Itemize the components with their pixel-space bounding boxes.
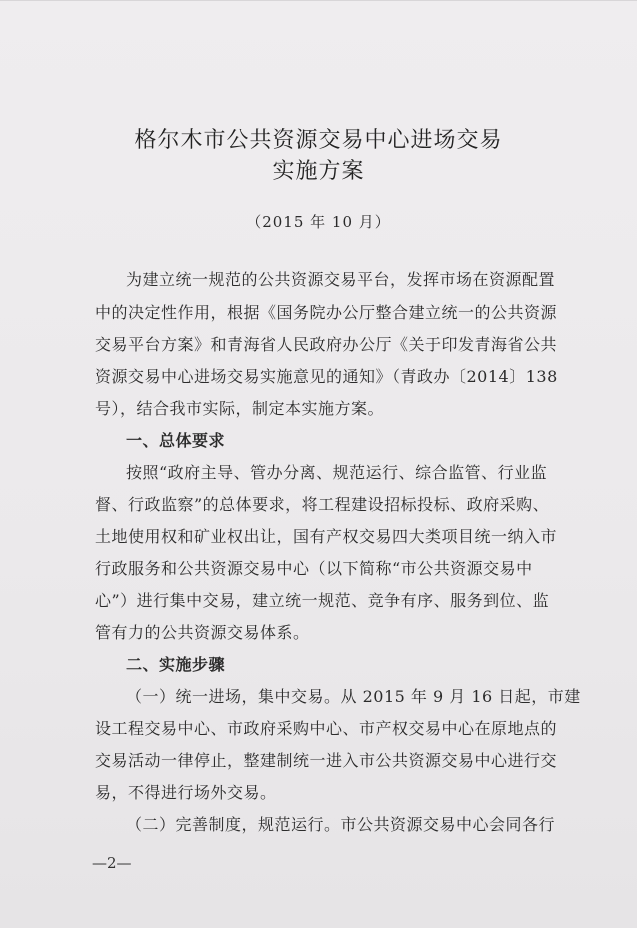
body-line: 资源交易中心进场交易实施意见的通知》（青政办〔2014〕138 (95, 367, 558, 386)
body-line: 管有力的公共资源交易体系。 (95, 623, 310, 642)
body-line: 土地使用权和矿业权出让，国有产权交易四大类项目统一纳入市 (95, 527, 558, 546)
page-number: —2— (92, 854, 132, 872)
body-line: 按照“政府主导、管办分离、规范运行、综合监管、行业监 (126, 463, 548, 482)
document-title-line1: 格尔木市公共资源交易中心进场交易 (134, 128, 503, 153)
body-line: 为建立统一规范的公共资源交易平台，发挥市场在资源配置 (126, 270, 556, 289)
body-line: （二）完善制度，规范运行。市公共资源交易中心会同各行 (126, 815, 556, 834)
body-line: 易，不得进行场外交易。 (95, 783, 277, 802)
section-heading: 二、实施步骤 (126, 655, 226, 674)
body-line: 交易活动一律停止，整建制统一进入市公共资源交易中心进行交 (95, 751, 558, 770)
body-line: （一）统一进场，集中交易。从 2015 年 9 月 16 日起，市建 (126, 687, 581, 706)
body-line: 设工程交易中心、市政府采购中心、市产权交易中心在原地点的 (95, 719, 558, 738)
body-line: 行政服务和公共资源交易中心（以下简称“市公共资源交易中 (95, 559, 533, 578)
section-heading: 一、总体要求 (126, 431, 226, 450)
body-line: 心”）进行集中交易，建立统一规范、竞争有序、服务到位、监 (95, 591, 550, 610)
body-line: 督、行政监察”的总体要求，将工程建设招标投标、政府采购、 (95, 495, 550, 514)
body-line: 交易平台方案》和青海省人民政府办公厅《关于印发青海省公共 (95, 335, 558, 354)
body-line: 中的决定性作用，根据《国务院办公厅整合建立统一的公共资源 (95, 303, 558, 322)
body-line: 号），结合我市实际，制定本实施方案。 (95, 399, 385, 418)
document-date: （2015 年 10 月） (246, 213, 391, 231)
document-title-line2: 实施方案 (272, 159, 365, 184)
